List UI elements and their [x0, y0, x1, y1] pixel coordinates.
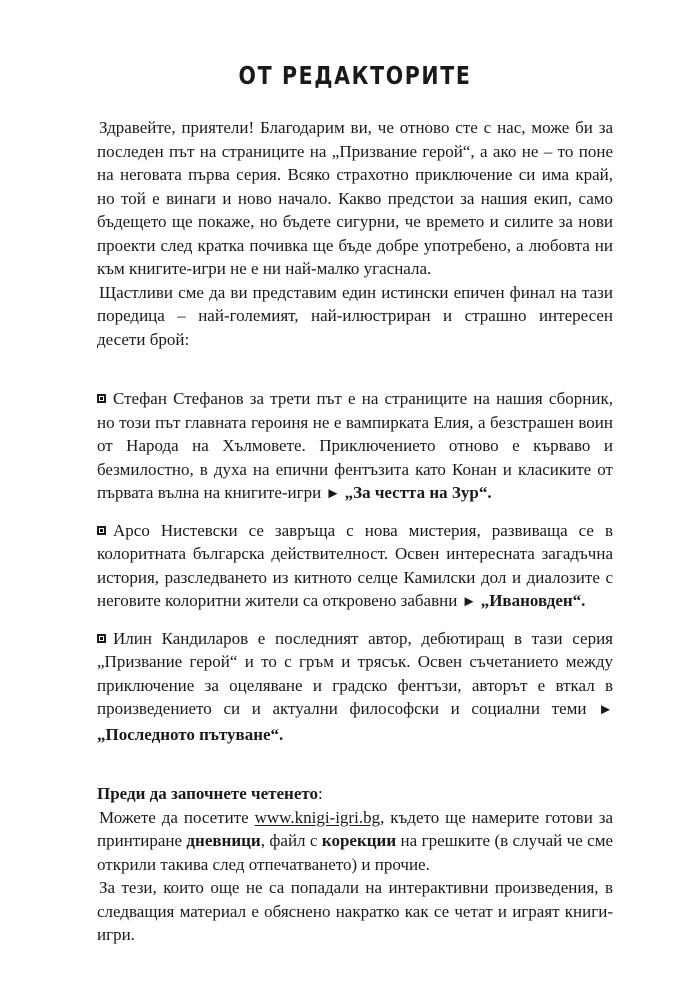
text-segment: на грешките (в случай че сме открили такива след отпечатването) и прочие.: [97, 831, 614, 874]
before-reading-paragraph-1: [97, 806, 613, 877]
story-item-3: [97, 627, 613, 747]
heading-colon: :: [318, 784, 323, 803]
website-link[interactable]: www.knigi-igri.bg: [254, 807, 381, 827]
before-reading-text-2: За тези, които още не са попадали на интерактивни произведения, в следващия материал е обяснено накратко как се четат и играят книги-игри.: [97, 878, 613, 944]
intro-text-1: Здравейте, приятели! Благодарим ви, че отново сте с нас, може би за последен път на страниците на „Призвание герой“, а ако не – то поне на неговата първа серия. Всяко страхотно приключение си има край, но той е винаги и ново начало. Какво предстои за нашия екип, само бъдещето ще покаже, но бъдете сигурни, че времето и силите за нови проекти след кратка почивка ще бъде добре употребено, а любовта ни към книгите-игри не е ни най-малко угаснала.: [97, 118, 613, 278]
before-reading-heading: [97, 782, 613, 806]
story-title-1: „За честта на Зур“.: [344, 483, 492, 502]
story-item-1: [97, 387, 613, 507]
story-title-2: „Ивановден“.: [480, 591, 586, 610]
intro-paragraph-1: [97, 116, 613, 281]
triangle-arrow-icon: ►: [461, 594, 477, 610]
page-content: [97, 56, 613, 947]
square-bullet-icon: [97, 526, 106, 535]
text-segment: Можете да посетите: [99, 807, 255, 827]
before-reading-heading-text: Преди да започнете четенето: [97, 784, 319, 803]
square-bullet-icon: [97, 394, 106, 403]
text-segment: , файл с: [260, 831, 322, 850]
before-reading-paragraph-2: [97, 876, 613, 947]
bold-journals: дневници: [186, 831, 261, 850]
story-text-1: Стефан Стефанов за трети път е на страниците на нашия сборник, но този път главната героиня не е вампирката Елия, а безстрашен воин от Народа на Хълмовете. Приключението отново е кърваво и безмилостно, в духа на епични фентъзита като Конан и класиките от първата вълна на книгите-игри: [97, 389, 613, 502]
bold-corrections: корекции: [321, 831, 397, 850]
intro-text-2: Щастливи сме да ви представим един истински епичен финал на тази поредица – най-големият, най-илюстриран и страшно интересен десети брой:: [97, 282, 613, 349]
triangle-arrow-icon: ►: [598, 702, 614, 718]
story-title-3: „Последното пътуване“.: [97, 724, 284, 744]
square-bullet-icon: [97, 634, 106, 643]
story-text-3: Илин Кандиларов е последният автор, дебютиращ в тази серия „Призвание герой“ и то с гръм и трясък. Освен съчетанието между приключение за оцеляване и градско фентъзи, авторът е вткал в произведението си и актуални философски и социални теми: [97, 628, 613, 718]
page-title: ОТ РЕДАКТОРИТЕ: [238, 61, 472, 90]
intro-paragraph-2: [97, 281, 613, 352]
triangle-arrow-icon: ►: [325, 486, 341, 502]
story-text-2: Арсо Нистевски се завръща с нова мистерия, развиваща се в колоритната българска действителност. Освен интересната загадъчна история, разследването из китното селце Камилски дол и диалозите с неговите колоритни жители са откровено забавни: [97, 520, 613, 610]
story-item-2: [97, 519, 613, 615]
text-segment: , където ще намерите готови за принтиране: [97, 807, 613, 850]
